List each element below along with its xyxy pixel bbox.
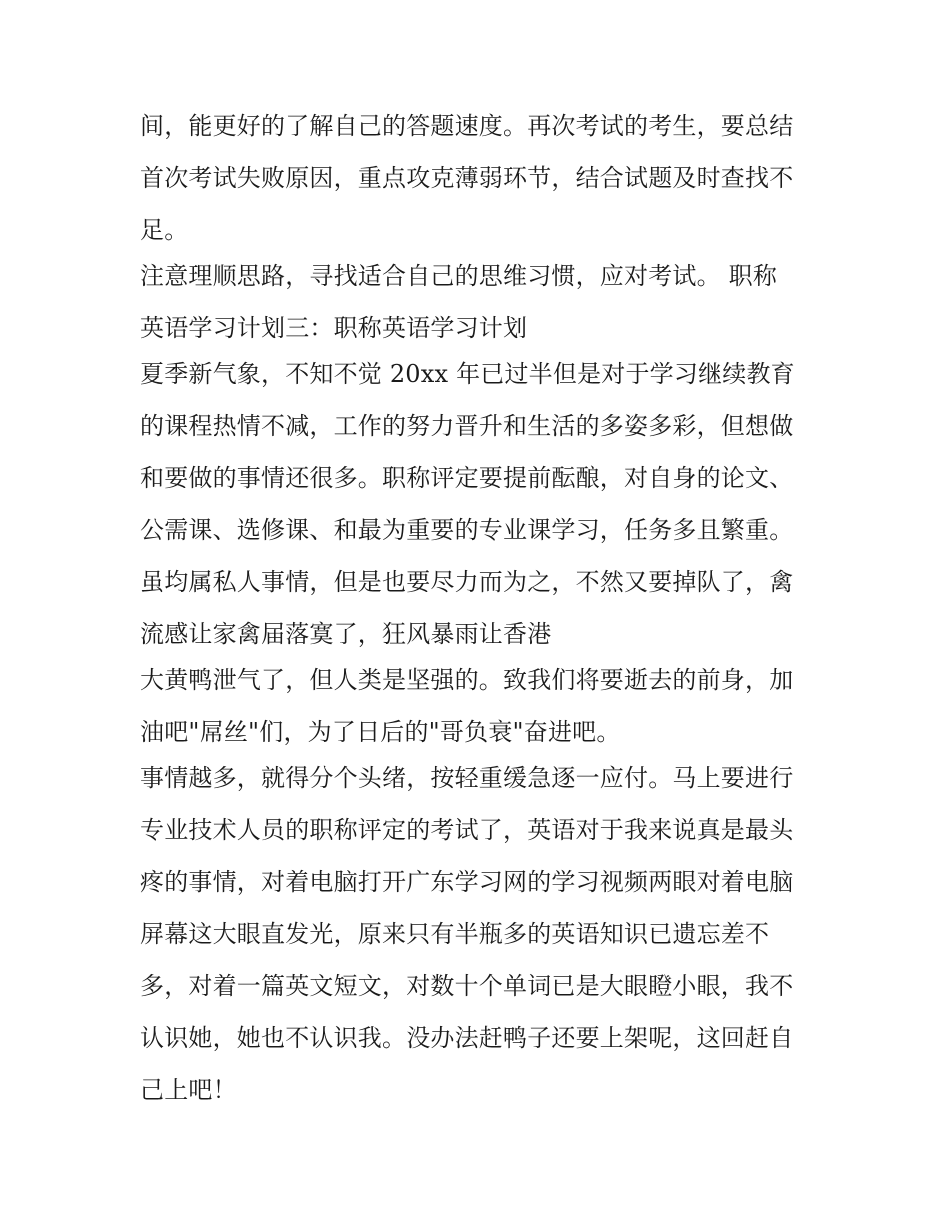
- text-line: 夏季新气象，不知不觉 20xx 年已过半但是对于学习继续教育: [140, 360, 795, 388]
- text-line: 间，能更好的了解自己的答题速度。再次考试的考生，要总结: [140, 112, 794, 140]
- text-line: 专业技术人员的职称评定的考试了，英语对于我来说真是最头: [140, 816, 794, 844]
- text-line: 和要做的事情还很多。职称评定要提前酝酿，对自身的论文、: [140, 464, 794, 492]
- text-line: 注意理顺思路，寻找适合自己的思维习惯，应对考试。 职称: [140, 262, 778, 290]
- text-line: 首次考试失败原因，重点攻克薄弱环节，结合试题及时查找不: [140, 164, 794, 192]
- text-line: 疼的事情，对着电脑打开广东学习网的学习视频两眼对着电脑: [140, 868, 794, 896]
- text-line: 虽均属私人事情，但是也要尽力而为之，不然又要掉队了，禽: [140, 568, 794, 596]
- text-line: 公需课、选修课、和最为重要的专业课学习，任务多且繁重。: [140, 516, 794, 544]
- text-line: 认识她，她也不认识我。没办法赶鸭子还要上架呢，这回赶自: [140, 1024, 794, 1052]
- text-line: 的课程热情不减，工作的努力晋升和生活的多姿多彩，但想做: [140, 412, 794, 440]
- text-line: 油吧"屌丝"们，为了日后的"哥负衰"奋进吧。: [140, 718, 621, 746]
- text-line: 流感让家禽届落寞了，狂风暴雨让香港: [140, 620, 552, 648]
- body-text: [140, 106, 830, 1122]
- text-line: 事情越多，就得分个头绪，按轻重缓急逐一应付。马上要进行: [140, 764, 794, 792]
- section-heading: 英语学习计划三：职称英语学习计划: [140, 314, 528, 342]
- text-line: 屏幕这大眼直发光，原来只有半瓶多的英语知识已遗忘差不: [140, 920, 770, 948]
- text-line: 己上吧！: [140, 1076, 237, 1104]
- text-line: 多，对着一篇英文短文，对数十个单词已是大眼瞪小眼，我不: [140, 972, 794, 1000]
- text-line: 足。: [140, 216, 189, 244]
- text-line: 大黄鸭泄气了，但人类是坚强的。致我们将要逝去的前身，加: [140, 666, 794, 694]
